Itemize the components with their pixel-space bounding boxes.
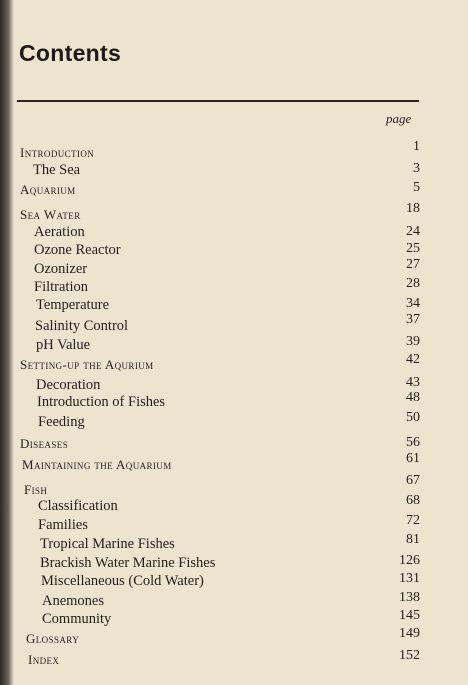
toc-entry-label: Tropical Marine Fishes [40, 536, 175, 552]
toc-entry-ph-value [0, 336, 430, 354]
toc-entry-aquarium [0, 181, 430, 199]
toc-entry-label: Ozone Reactor [34, 242, 121, 258]
toc-entry-label: Fish [24, 482, 48, 497]
toc-entry-filtration [0, 278, 430, 296]
toc-entry-sea-water [0, 201, 430, 224]
toc-entry-label: Brackish Water Marine Fishes [40, 555, 216, 571]
toc-entry-label: Ozonizer [34, 261, 88, 277]
toc-entry-page: 34 [406, 296, 420, 311]
toc-entry-community [0, 610, 430, 628]
toc-entry-page: 42 [406, 352, 420, 367]
toc-entry-page: 37 [406, 312, 420, 327]
toc-entry-page: 131 [399, 571, 420, 586]
toc-entry-label: Index [28, 652, 60, 667]
toc-entry-page: 145 [399, 608, 420, 623]
toc-entry-page: 138 [399, 590, 420, 605]
toc-entry-page: 81 [406, 532, 420, 547]
toc-entry-label: Classification [38, 498, 118, 514]
toc-entry-page: 72 [406, 513, 420, 528]
toc-entry-families [0, 513, 430, 534]
toc-entry-page: 149 [399, 626, 420, 641]
toc-entry-aeration [0, 223, 430, 241]
toc-entry-temperature [0, 296, 430, 314]
toc-entry-page: 28 [406, 276, 420, 291]
toc-entry-page: 50 [406, 410, 420, 425]
toc-entry-brackish-water [0, 554, 430, 572]
toc-entry-label: Temperature [36, 297, 110, 313]
toc-entry-page: 1 [413, 139, 420, 154]
toc-entry-label: Salinity Control [35, 318, 129, 334]
toc-entry-label: Glossary [26, 631, 80, 646]
toc-entry-label: Aquarium [20, 182, 76, 197]
title-rule [17, 100, 419, 102]
toc-entry-label: Feeding [38, 414, 85, 430]
toc-entry-label: Setting-up the Aqurium [20, 357, 154, 372]
toc-entry-label: Anemones [42, 593, 105, 609]
toc-entry-glossary [0, 626, 430, 648]
toc-entry-anemones [0, 592, 430, 610]
toc-entry-label: Sea Water [20, 207, 81, 222]
toc-entry-label: Families [38, 517, 88, 533]
toc-entry-page: 126 [399, 553, 420, 568]
toc-entry-page: 24 [406, 224, 420, 239]
toc-entry-page: 18 [406, 201, 420, 216]
toc-entry-label: Aeration [34, 224, 85, 240]
toc-entry-label: Decoration [36, 377, 101, 393]
toc-entry-page: 68 [406, 493, 420, 508]
toc-entry-page: 48 [406, 390, 420, 405]
toc-entry-page: 3 [413, 161, 420, 176]
toc-entry-setting-up [0, 352, 430, 374]
page-title: Contents [19, 40, 122, 66]
toc-entry-page: 43 [406, 375, 420, 390]
toc-entry-page: 5 [413, 180, 420, 195]
toc-entry-miscellaneous [0, 572, 430, 590]
toc-entry-page: 61 [406, 451, 420, 466]
toc-entry-ozone-reactor [0, 241, 430, 259]
toc-entry-label: Diseases [20, 436, 69, 451]
toc-entry-page: 56 [406, 435, 420, 450]
toc-entry-page: 25 [406, 241, 420, 256]
toc-entry-page: 67 [406, 473, 420, 488]
toc-entry-feeding [0, 410, 430, 431]
toc-entry-the-sea [0, 161, 430, 179]
toc-entry-label: Introduction of Fishes [37, 394, 166, 410]
toc-entry-page: 152 [399, 648, 420, 663]
toc-entry-label: Filtration [34, 279, 88, 295]
toc-entry-maintaining [0, 451, 430, 474]
toc-entry-label: Community [42, 611, 112, 627]
toc-entry-salinity-control [0, 312, 430, 335]
toc-entry-label: Maintaining the Aquarium [22, 457, 172, 472]
toc-entry-label: The Sea [33, 162, 81, 178]
toc-entry-index [0, 648, 430, 669]
page-column-header: page [386, 111, 412, 126]
toc-entry-introduction-of-fishes [0, 390, 430, 411]
toc-entry-tropical-marine-fishes [0, 532, 430, 553]
toc-entry-label: Miscellaneous (Cold Water) [41, 573, 204, 589]
toc-entry-diseases [0, 435, 430, 453]
toc-entry-label: Introduction [20, 145, 95, 160]
toc-entry-classification [0, 493, 430, 515]
toc-entry-page: 27 [406, 257, 420, 272]
toc-entry-page: 39 [406, 334, 420, 349]
toc-entry-label: pH Value [36, 337, 91, 353]
toc-entry-introduction [0, 139, 430, 162]
toc-entry-ozonizer [0, 257, 430, 278]
toc-entry-decoration [0, 376, 430, 394]
